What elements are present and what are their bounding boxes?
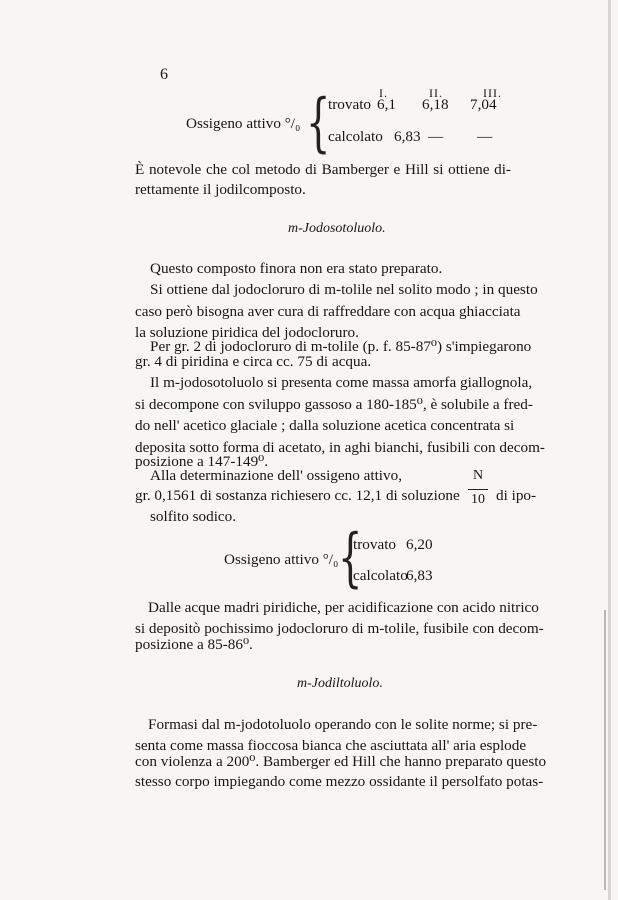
- para3-line-3: posizione a 85-86⁰.: [135, 636, 253, 653]
- table2-row-trovato-label: trovato: [353, 536, 397, 553]
- para4-line-4: stesso corpo impiegando come mezzo ossidante il persolfato potas-: [135, 773, 544, 790]
- fraction-denominator: 10: [471, 492, 485, 507]
- table2-row-trovato-value: 6,20: [406, 536, 433, 553]
- titration-continuation: solfito sodico.: [150, 508, 237, 525]
- table2-row-calcolato-value: 6,83: [406, 567, 433, 584]
- para2-line-7: Il m-jodosotoluolo si presenta come massa amorfa giallognola,: [150, 374, 533, 391]
- table1-row-trovato-label: trovato: [328, 96, 372, 113]
- column-header-1: I.: [379, 86, 388, 100]
- table2-percent: °/₀: [322, 551, 339, 568]
- page-edge-mark: [604, 610, 606, 890]
- para4-line-2: senta come massa fioccosa bianca che asciuttata all' aria esplode: [135, 737, 527, 754]
- table1-label-text: Ossigeno attivo: [186, 115, 281, 132]
- para2-line-6: gr. 4 di piridina e circa cc. 75 di acqua.: [135, 353, 372, 370]
- column-header-2: II.: [429, 86, 443, 100]
- page-edge-shadow: [608, 0, 611, 900]
- para1-line-2: rettamente il jodilcomposto.: [135, 181, 306, 198]
- table1-row-calcolato-value-2: —: [428, 128, 444, 145]
- para4-line-3: con violenza a 200⁰. Bamberger ed Hill che hanno preparato questo: [135, 753, 547, 770]
- para4-line-1: Formasi dal m-jodotoluolo operando con le solite norme; si pre-: [148, 716, 538, 733]
- section-title-jodosotoluolo: m-Jodosotoluolo.: [288, 221, 386, 236]
- para2-line-1: Questo composto finora non era stato preparato.: [150, 260, 443, 277]
- table1-row-trovato-value-3: 7,04: [470, 96, 497, 113]
- brace-icon: {: [306, 86, 331, 160]
- fraction-numerator: N: [472, 468, 484, 483]
- para2-line-10: deposita sotto forma di acetato, in aghi bianchi, fusibili con decom-: [135, 439, 545, 456]
- para2-line-3: caso però bisogna aver cura di raffreddare con acqua ghiacciata: [135, 303, 521, 320]
- column-header-3: III.: [483, 86, 502, 100]
- table1-row-calcolato-value-3: —: [477, 128, 493, 145]
- page-number: 6: [160, 66, 168, 83]
- table1-label: [186, 114, 300, 134]
- para2-line-8: si decompone con sviluppo gassoso a 180-185⁰, è solubile a fred-: [135, 396, 533, 413]
- fraction-bar: [468, 489, 488, 490]
- table1-row-calcolato-value-1: 6,83: [394, 128, 421, 145]
- para2-line-12: Alla determinazione dell' ossigeno attivo,: [150, 467, 402, 484]
- table1-row-trovato-value-2: 6,18: [422, 96, 449, 113]
- para2-line-9: do nell' acetico glaciale ; dalla soluzione acetica concentrata si: [135, 417, 515, 434]
- para3-line-2: si depositò pochissimo jodocloruro di m-tolile, fusibile con decom-: [135, 620, 544, 637]
- table2-label: [224, 550, 338, 570]
- para2-line-4: la soluzione piridica del jodocloruro.: [135, 324, 359, 341]
- table1-row-calcolato-label: calcolato: [328, 128, 383, 145]
- brace-icon: {: [338, 521, 363, 595]
- para1-line-1: È notevole che col metodo di Bamberger e Hill si ottiene di-: [135, 161, 511, 178]
- table2-label-text: Ossigeno attivo: [224, 551, 319, 568]
- table1-row-trovato-value-1: 6,1: [377, 96, 396, 113]
- para2-line-5: Per gr. 2 di jodocloruro di m-tolile (p. f. 85-87⁰) s'impiegarono: [150, 338, 532, 355]
- section-title-jodiltoluolo: m-Jodiltoluolo.: [297, 676, 383, 691]
- table2-row-calcolato-label: calcolato: [353, 567, 408, 584]
- titration-text-after: di ipo-: [496, 487, 537, 504]
- titration-text: gr. 0,1561 di sostanza richiesero cc. 12,1 di soluzione: [135, 487, 460, 504]
- table1-percent: °/₀: [284, 115, 301, 132]
- para2-line-11: posizione a 147-149⁰.: [135, 453, 269, 470]
- para2-line-2: Si ottiene dal jodocloruro di m-tolile nel solito modo ; in questo: [150, 281, 538, 298]
- para3-line-1: Dalle acque madri piridiche, per acidificazione con acido nitrico: [148, 599, 539, 616]
